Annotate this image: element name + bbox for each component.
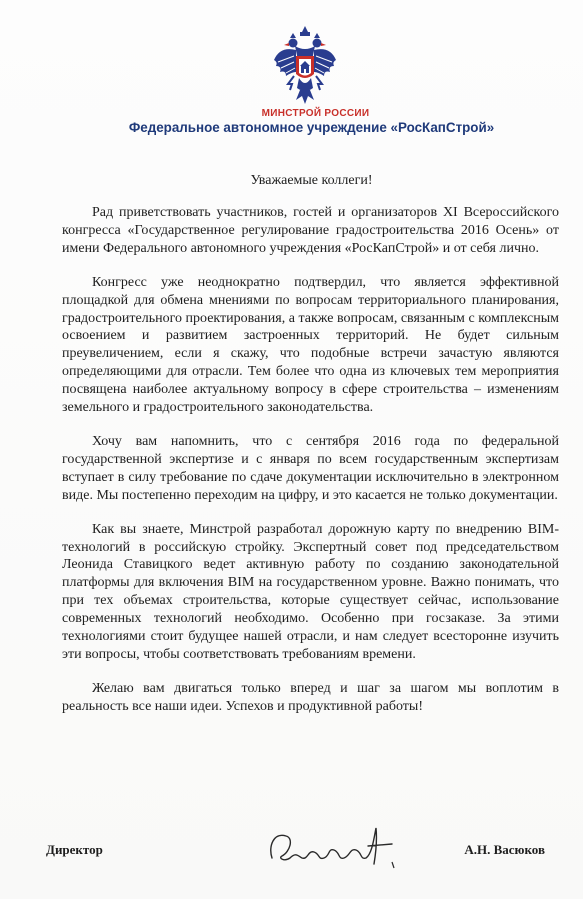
- double-headed-eagle-emblem-icon: [272, 26, 338, 108]
- paragraph-1: Рад приветствовать участников, гостей и организаторов XI Всероссийского конгресса «Государственное регулирование градостроительства 2016 Осень» от имени Федерального автономного учреждения «РосКапСтрой» и от себя лично.: [62, 205, 559, 256]
- ministry-title: МИНСТРОЙ РОССИИ: [261, 108, 370, 119]
- letter-salutation: Уважаемые коллеги!: [250, 173, 373, 188]
- organization-title: Федеральное автономное учреждение «РосКапСтрой»: [128, 120, 495, 135]
- paragraph-2: Конгресс уже неоднократно подтвердил, что является эффективной площадкой для обмена мнениями по вопросам территориального планирования, градостроительного проектирования, а также вопросам, связанным с комплексным освоением и развитием застроенных территорий. Не будет сильным преувеличением, если я скажу, что подобные встречи зачастую являются определяющими для отрасли. Тем более что одна из ключевых тем мероприятия посвящена наиболее актуальному вопросу в сфере строительства – изменениям земельного и градостроительного законодательства.: [62, 274, 559, 416]
- paragraph-5: Желаю вам двигаться только вперед и шаг за шагом мы воплотим в реальность все наши идеи. Успехов и продуктивной работы!: [62, 680, 559, 714]
- signer-name: А.Н. Васюков: [464, 842, 545, 857]
- handwritten-signature: [264, 818, 404, 876]
- signer-position: Директор: [46, 842, 103, 857]
- letter-body: [62, 204, 559, 732]
- paragraph-3: Хочу вам напомнить, что с сентября 2016 года по федеральной государственной экспертизе и с января по всем государственным экспертизам вступает в силу требование по сдаче документации исключительно в электронном виде. Мы постепенно переходим на цифру, и это касается не только документации.: [62, 433, 559, 503]
- signature-block: [46, 836, 559, 872]
- paragraph-4: Как вы знаете, Минстрой разработал дорожную карту по внедрению BIM-технологий в российскую стройку. Экспертный совет под председательством Леонида Ставицкого ведет активную работу по созданию законодательной платформы для включения BIM на государственном уровне. Важно понимать, что при тех объемах строительства, которые существует сейчас, использование современных технологий необходимо. Особенно при госзаказе. За этими технологиями стоит будущее нашей отрасли, и нам следует всесторонне изучить эти вопросы, чтобы соответствовать требованиям времени.: [62, 521, 559, 662]
